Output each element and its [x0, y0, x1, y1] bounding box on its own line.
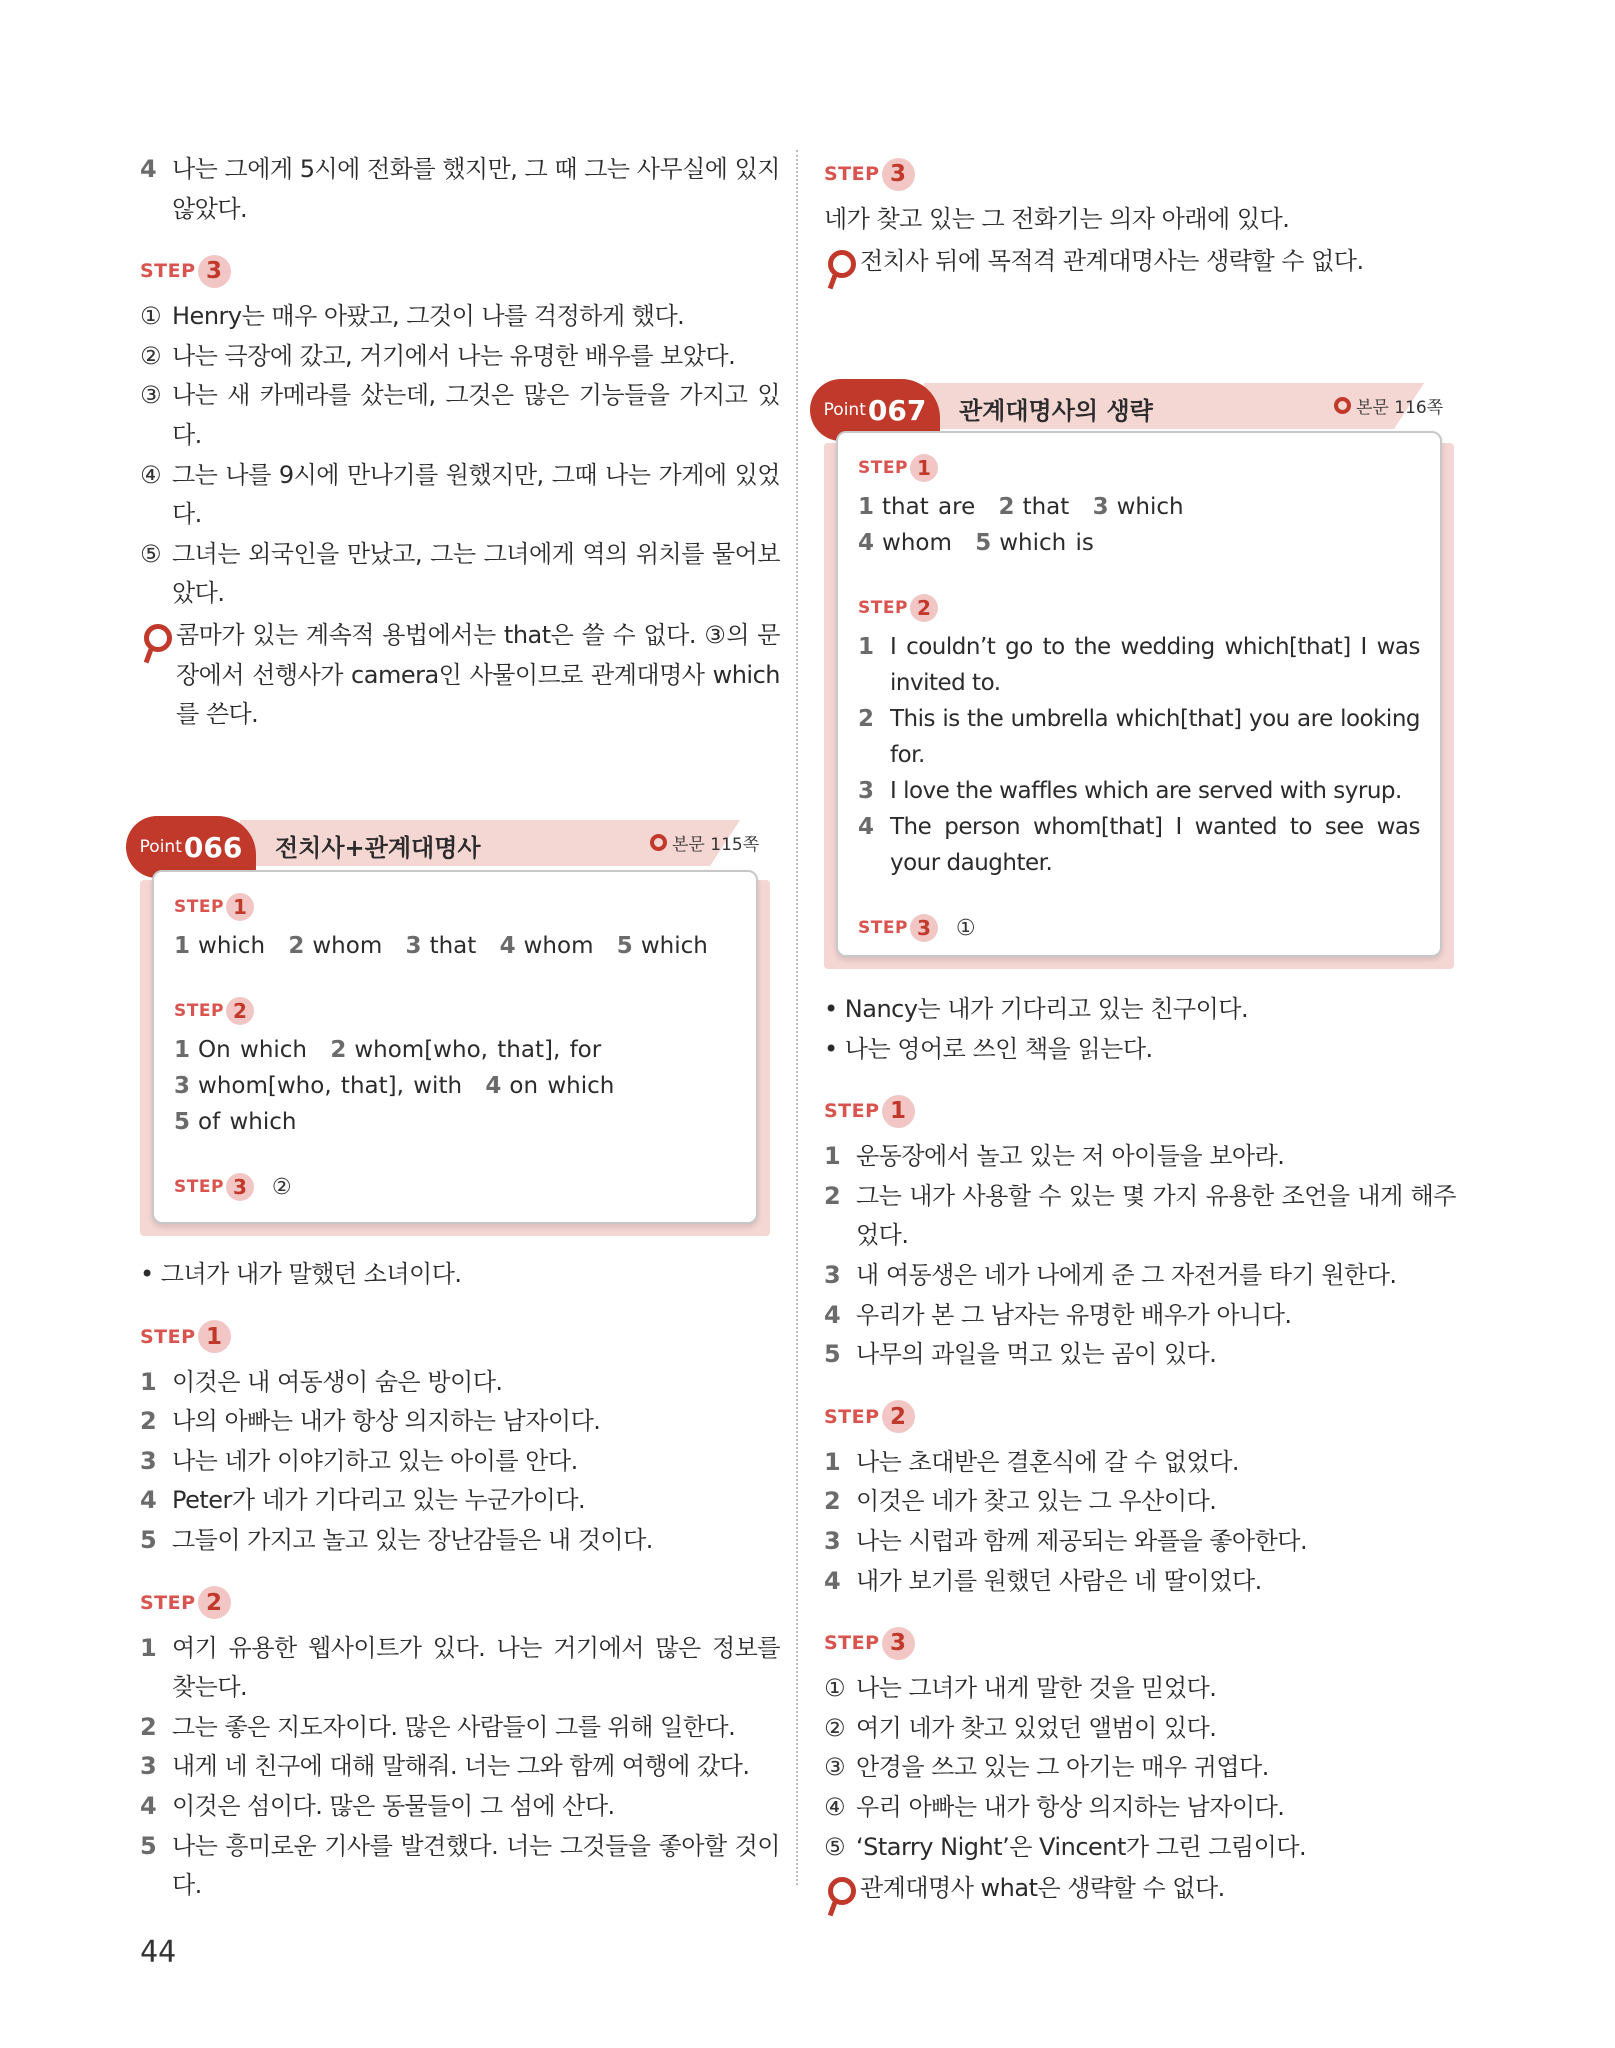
list-item: 3 나는 시럽과 함께 제공되는 와플을 좋아한다. — [824, 1526, 1308, 1555]
magnifier-icon — [824, 1869, 860, 1909]
step-heading: STEP 3 ① — [858, 915, 976, 941]
magnifier-icon — [824, 242, 860, 282]
list-item: 4 내가 보기를 원했던 사람은 네 딸이었다. — [824, 1566, 1262, 1595]
right-bottom-section: • Nancy는 내가 기다리고 있는 친구이다. • 나는 영어로 쓰인 책을 읽는다. STEP 1 1 운동장에서 놀고 있는 저 아이들을 보아라. 2 그는 내가 사용할 수 있는 몇 가지 유용한 조언을 내게 해주었다. 3 내 여동생은 네가 나에게 준 그 자전거를 타기 원한다. 4 우리가 본 그 남자는 유명한 배우가 아니다. 5 나무의 과일을 먹고 있는 곰이 있다. STEP 2 1 나는 초대받은 결혼식에 갈 수 없었다. 2 이것은 네가 찾고 있는 그 우산이다. 3 나는 시럽과 함께 제공되는 와플을 좋아한다. 4 내가 보기를 원했던 사람은 네 딸이었다. STEP 3 ① 나는 그녀가 내게 말한 것을 믿었다. ② 여기 네가 찾고 있었던 앨범이 있다. ③ 안경을 쓰고 있는 그 아기는 매우 귀엽다. ④ 우리 아빠는 내가 항상 의지하는 남자이다. ⑤ ‘Starry Night’은 Vincent가 그린 그림이다. 관계대명사 what은 생략할 수 없다. — [824, 990, 1456, 1909]
list-item: 1 나는 초대받은 결혼식에 갈 수 없었다. — [824, 1447, 1240, 1476]
list-item: 1 운동장에서 놀고 있는 저 아이들을 보아라. — [824, 1142, 1285, 1171]
answer-row: 5 of which — [174, 1109, 297, 1135]
list-item: ④ 그는 나를 9시에 만나기를 원했지만, 그때 나는 가게에 있었다. — [140, 460, 780, 529]
page-reference: 본문 116쪽 — [1334, 393, 1443, 418]
list-item: 4 나는 그에게 5시에 전화를 했지만, 그 때 그는 사무실에 있지 않았다. — [140, 155, 780, 223]
left-column — [140, 150, 780, 735]
list-item: 3 나는 네가 이야기하고 있는 아이를 안다. — [140, 1446, 578, 1475]
answer-row: 4 whom 5 which is — [858, 530, 1094, 556]
step-heading: STEP 2 — [174, 994, 736, 1028]
list-item: ⑤ 그녀는 외국인을 만났고, 그는 그녀에게 역의 위치를 물어보았다. — [140, 539, 780, 608]
step-heading: STEP 1 — [174, 890, 736, 924]
step-heading: STEP 2 — [858, 591, 1420, 625]
tip-note: 콤마가 있는 계속적 용법에서는 that은 쓸 수 없다. ③의 문장에서 선행사가 camera인 사물이므로 관계대명사 which를 쓴다. — [140, 616, 780, 735]
target-icon — [650, 834, 667, 851]
list-item: 4 The person whom[that] I wanted to see was your daughter. — [858, 814, 1420, 876]
answer-row: 1 which 2 whom 3 that 4 whom 5 which — [174, 933, 708, 959]
list-item: 5 그들이 가지고 놀고 있는 장난감들은 내 것이다. — [140, 1525, 653, 1554]
list-item: 2 This is the umbrella which[that] you are looking for. — [858, 706, 1420, 768]
answer-row: 1 On which 2 whom[who, that], for — [174, 1037, 602, 1063]
list-item: ④ 우리 아빠는 내가 항상 의지하는 남자이다. — [824, 1792, 1285, 1821]
answer-row: 3 whom[who, that], with 4 on which — [174, 1073, 615, 1099]
step-heading: STEP 1 — [140, 1317, 780, 1357]
point-066-box — [140, 820, 770, 1240]
target-icon — [1334, 397, 1351, 414]
list-item: 2 이것은 네가 찾고 있는 그 우산이다. — [824, 1487, 1217, 1516]
point-badge: Point 067 — [810, 379, 940, 441]
list-item: ③ 안경을 쓰고 있는 그 아기는 매우 귀엽다. — [824, 1753, 1269, 1782]
point-title: 관계대명사의 생략 — [959, 397, 1153, 425]
list-item: 2 나의 아빠는 내가 항상 의지하는 남자이다. — [140, 1407, 601, 1436]
answer-card — [836, 431, 1442, 957]
answer-row: 1 that are 2 that 3 which — [858, 494, 1184, 520]
list-item: ⑤ ‘Starry Night’은 Vincent가 그린 그림이다. — [824, 1832, 1307, 1861]
list-item: 5 나무의 과일을 먹고 있는 곰이 있다. — [824, 1340, 1217, 1369]
tip-note: 관계대명사 what은 생략할 수 없다. — [824, 1869, 1456, 1909]
page-reference: 본문 115쪽 — [650, 830, 759, 855]
point-067-box — [824, 383, 1454, 973]
step-heading: STEP 2 — [140, 1583, 780, 1623]
step-heading: STEP 3 — [140, 251, 780, 291]
list-item: 2 그는 좋은 지도자이다. 많은 사람들이 그를 위해 일한다. — [140, 1712, 736, 1741]
list-item: 3 내게 네 친구에 대해 말해줘. 너는 그와 함께 여행에 갔다. — [140, 1752, 750, 1781]
right-column: STEP 3 네가 찾고 있는 그 전화기는 의자 아래에 있다. 전치사 뒤에 목적격 관계대명사는 생략할 수 없다. — [824, 150, 1456, 282]
list-item: 1 I couldn’t go to the wedding which[that] I was invited to. — [858, 634, 1420, 696]
list-item: 1 여기 유용한 웹사이트가 있다. 나는 거기에서 많은 정보를 찾는다. — [140, 1633, 780, 1702]
list-item: ① 나는 그녀가 내게 말한 것을 믿었다. — [824, 1674, 1217, 1703]
tip-note: 전치사 뒤에 목적격 관계대명사는 생략할 수 없다. — [824, 242, 1456, 282]
list-item: ③ 나는 새 카메라를 샀는데, 그것은 많은 기능들을 가지고 있다. — [140, 381, 780, 449]
list-item: 4 우리가 본 그 남자는 유명한 배우가 아니다. — [824, 1300, 1292, 1329]
magnifier-icon — [140, 616, 176, 656]
page-number: 44 — [140, 1935, 177, 1970]
step-heading: STEP 1 — [858, 451, 1420, 485]
list-item: 4 이것은 섬이다. 많은 동물들이 그 섬에 산다. — [140, 1791, 615, 1820]
point-badge: Point 066 — [126, 816, 256, 878]
list-item: ② 나는 극장에 갔고, 거기에서 나는 유명한 배우를 보았다. — [140, 341, 736, 370]
step-heading: STEP 3 — [824, 154, 1456, 194]
list-item: 4 Peter가 네가 기다리고 있는 누군가이다. — [140, 1486, 586, 1515]
list-item: 1 이것은 내 여동생이 숨은 방이다. — [140, 1367, 503, 1396]
step-heading: STEP 3 — [824, 1623, 1456, 1663]
list-item: ② 여기 네가 찾고 있었던 앨범이 있다. — [824, 1713, 1217, 1742]
list-item: 3 내 여동생은 네가 나에게 준 그 자전거를 타기 원한다. — [824, 1260, 1397, 1289]
step-heading: STEP 1 — [824, 1091, 1456, 1131]
list-item: 5 나는 흥미로운 기사를 발견했다. 너는 그것들을 좋아할 것이다. — [140, 1831, 780, 1900]
list-item: ① Henry는 매우 아팠고, 그것이 나를 걱정하게 했다. — [140, 302, 685, 331]
point-title: 전치사+관계대명사 — [275, 834, 481, 862]
step-heading: STEP 3 ② — [174, 1174, 292, 1200]
step-heading: STEP 2 — [824, 1397, 1456, 1437]
list-item: 3 I love the waffles which are served with syrup. — [858, 778, 1402, 804]
column-divider — [796, 150, 798, 1885]
list-item: 2 그는 내가 사용할 수 있는 몇 가지 유용한 조언을 내게 해주었다. — [824, 1181, 1456, 1250]
left-bottom-section: • 그녀가 내가 말했던 소녀이다. STEP 1 1 이것은 내 여동생이 숨은 방이다. 2 나의 아빠는 내가 항상 의지하는 남자이다. 3 나는 네가 이야기하고 있는 아이를 안다. 4 Peter가 네가 기다리고 있는 누군가이다. 5 그들이 가지고 놀고 있는 장난감들은 내 것이다. STEP 2 1 여기 유용한 웹사이트가 있다. 나는 거기에서 많은 정보를 찾는다. 2 그는 좋은 지도자이다. 많은 사람들이 그를 위해 일한다. 3 내게 네 친구에 대해 말해줘. 너는 그와 함께 여행에 갔다. 4 이것은 섬이다. 많은 동물들이 그 섬에 산다. 5 나는 흥미로운 기사를 발견했다. 너는 그것들을 좋아할 것이다. — [140, 1255, 780, 1906]
answer-card — [152, 870, 758, 1224]
